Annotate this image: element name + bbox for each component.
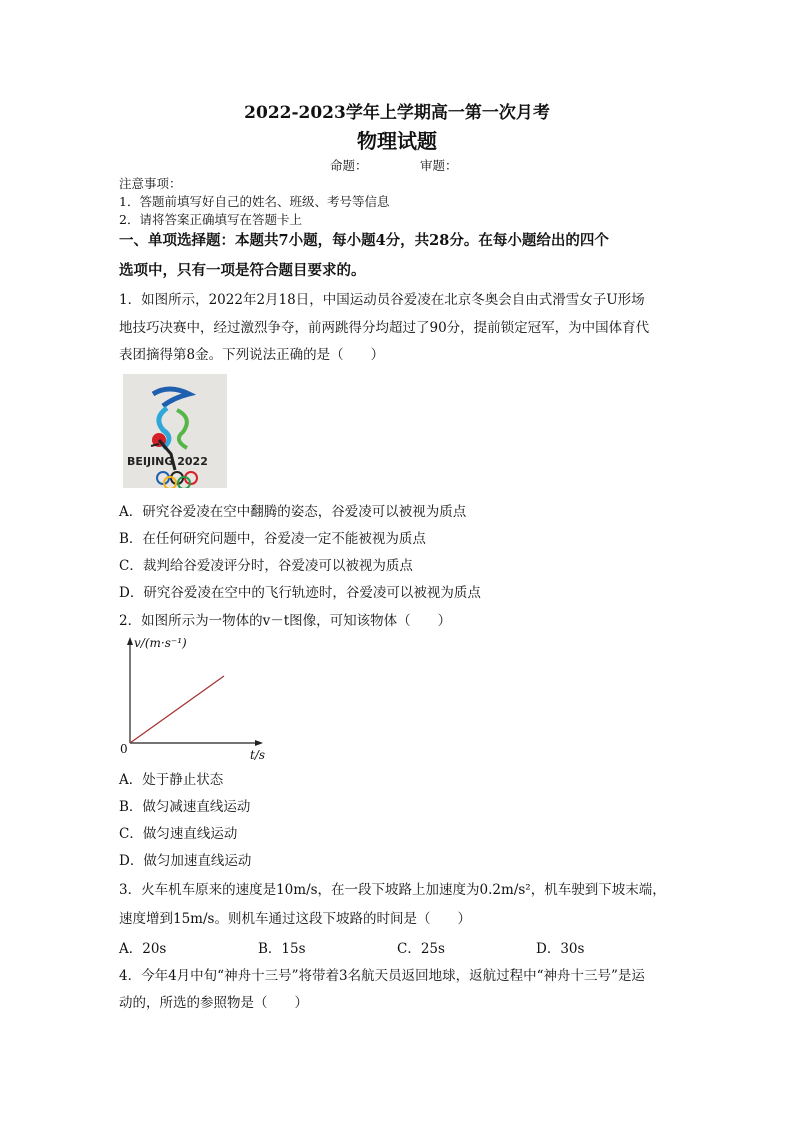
q1-stem: 地技巧决赛中，经过激烈争夺，前两跳得分均超过了90分，提前锁定冠军，为中国体育代 xyxy=(119,320,650,336)
y-axis-arrow-icon xyxy=(127,637,133,645)
origin-label: 0 xyxy=(120,742,128,756)
author-label: 命题： xyxy=(330,158,368,173)
notes-item: 2．请将答案正确填写在答题卡上 xyxy=(119,212,302,227)
q4-stem: 4．今年4月中旬“神舟十三号”将带着3名航天员返回地球，返航过程中“神舟十三号”是运 xyxy=(119,968,645,984)
q2-option-a: A．处于静止状态 xyxy=(119,772,224,788)
q2-stem: 2．如图所示为一物体的v－t图像，可知该物体（ ） xyxy=(119,613,452,629)
q3-stem: 3．火车机车原来的速度是10m/s，在一段下坡路上加速度为0.2m/s²，机车驶到下坡末端， xyxy=(119,882,666,898)
reviewer-label: 审题： xyxy=(420,158,458,173)
emblem-graphic xyxy=(123,374,227,488)
x-axis-label: t/s xyxy=(250,748,266,762)
q1-stem: 1．如图所示，2022年2月18日，中国运动员谷爱凌在北京冬奥会自由式滑雪女子U形场 xyxy=(119,292,645,308)
q2-option-d: D．做匀加速直线运动 xyxy=(119,853,252,869)
notes-item: 1．答题前填写好自己的姓名、班级、考号等信息 xyxy=(119,194,390,209)
q3-option-c: C．25s xyxy=(397,941,445,957)
exam-title: 2022-2023学年上学期高一第一次月考 xyxy=(244,103,550,123)
emblem-text: BEIJING 2022 xyxy=(127,455,208,468)
q3-option-d: D．30s xyxy=(536,941,585,957)
q4-stem: 动的，所选的参照物是（ ） xyxy=(119,995,308,1011)
y-axis-label: v/(m·s⁻¹) xyxy=(134,636,187,650)
section-heading-cont: 选项中，只有一项是符合题目要求的。 xyxy=(119,262,366,279)
exam-subject: 物理试题 xyxy=(357,129,437,153)
x-axis-arrow-icon xyxy=(255,740,263,746)
q1-stem: 表团摘得第8金。下列说法正确的是（ ） xyxy=(119,347,385,363)
velocity-line xyxy=(130,676,224,743)
section-heading: 一、单项选择题：本题共7小题，每小题4分，共28分。在每小题给出的四个 xyxy=(119,232,609,249)
q2-option-b: B．做匀减速直线运动 xyxy=(119,799,251,815)
q1-option-c: C．裁判给谷爱凌评分时，谷爱凌可以被视为质点 xyxy=(119,558,413,574)
q3-option-a: A．20s xyxy=(119,941,167,957)
q2-option-c: C．做匀速直线运动 xyxy=(119,826,238,842)
notes-heading: 注意事项： xyxy=(119,176,182,191)
q3-stem: 速度增到15m/s。则机车通过这段下坡路的时间是（ ） xyxy=(119,911,471,927)
v-t-graph xyxy=(118,633,278,767)
q1-option-b: B．在任何研究问题中，谷爱凌一定不能被视为质点 xyxy=(119,531,426,547)
q1-option-a: A．研究谷爱凌在空中翻腾的姿态，谷爱凌可以被视为质点 xyxy=(119,504,467,520)
q3-option-b: B．15s xyxy=(258,941,306,957)
beijing-2022-emblem-image xyxy=(123,374,227,488)
q1-option-d: D．研究谷爱凌在空中的飞行轨迹时，谷爱凌可以被视为质点 xyxy=(119,585,481,601)
